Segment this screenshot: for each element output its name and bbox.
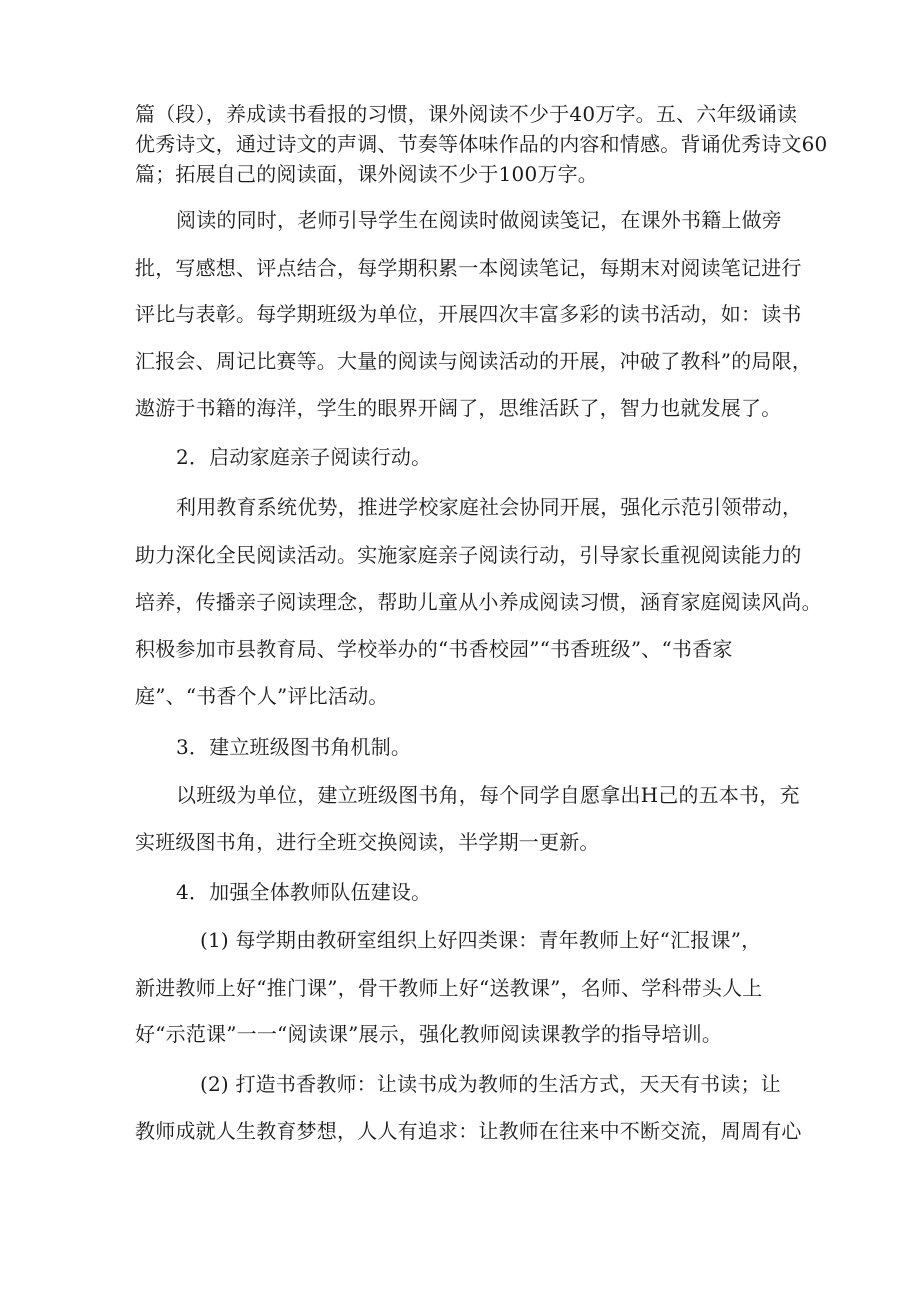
paragraph-line: 阅读的同时，老师引导学生在阅读时做阅读笺记，在课外书籍上做旁 (176, 208, 782, 232)
paragraph-line: 汇报会、周记比赛等。大量的阅读与阅读活动的开展，冲破了教科”的局限， (135, 349, 813, 373)
paragraph-line: 篇（段），养成读书看报的习惯，课外阅读不少于40万字。五、六年级诵读 (135, 102, 798, 126)
paragraph-line: (2) 打造书香教师：让读书成为教师的生活方式，天天有书读；让 (200, 1072, 781, 1096)
section-heading: 2．启动家庭亲子阅读行动。 (176, 445, 432, 469)
paragraph-line: 助力深化全民阅读活动。实施家庭亲子阅读行动，引导家长重视阅读能力的 (135, 543, 802, 567)
paragraph-line: 批，写感想、评点结合，每学期积累一本阅读笔记，每期末对阅读笔记进行 (135, 256, 802, 280)
paragraph-line: 教师成就人生教育梦想，人人有追求：让教师在往来中不断交流，周周有心 (135, 1119, 802, 1143)
paragraph-line: 庭”、“书香个人”评比活动。 (135, 684, 389, 708)
paragraph-line: (1) 每学期由教研室组织上好四类课：青年教师上好“汇报课”， (200, 928, 762, 952)
section-heading: 3．建立班级图书角机制。 (176, 735, 412, 759)
paragraph-line: 新进教师上好“推门课”，骨干教师上好“送教课”，名师、学科带头人上 (135, 976, 763, 1000)
paragraph-line: 积极参加市县教育局、学校举办的“书香校园”“书香班级”、“书香家 (135, 637, 733, 661)
paragraph-line: 优秀诗文，通过诗文的声调、节奏等体味作品的内容和情感。背诵优秀诗文60 (135, 132, 828, 156)
section-heading: 4．加强全体教师队伍建设。 (176, 880, 432, 904)
paragraph-line: 评比与表彰。每学期班级为单位，开展四次丰富多彩的读书活动，如：读书 (135, 302, 802, 326)
paragraph-line: 实班级图书角，进行全班交换阅读，半学期一更新。 (135, 830, 600, 854)
paragraph-line: 以班级为单位，建立班级图书角，每个同学自愿拿出H己的五本书，充 (176, 783, 800, 807)
paragraph-line: 培养，传播亲子阅读理念，帮助儿童从小养成阅读习惯，涵育家庭阅读风尚。 (135, 590, 822, 614)
paragraph-line: 利用教育系统优势，推进学校家庭社会协同开展，强化示范引领带动， (176, 495, 803, 519)
paragraph-line: 遨游于书籍的海洋，学生的眼界开阔了，思维活跃了，智力也就发展了。 (135, 396, 782, 420)
paragraph-line: 篇；拓展自己的阅读面，课外阅读不少于100万字。 (135, 162, 598, 186)
paragraph-line: 好“示范课”一一“阅读课”展示，强化教师阅读课教学的指导培训。 (135, 1022, 723, 1046)
